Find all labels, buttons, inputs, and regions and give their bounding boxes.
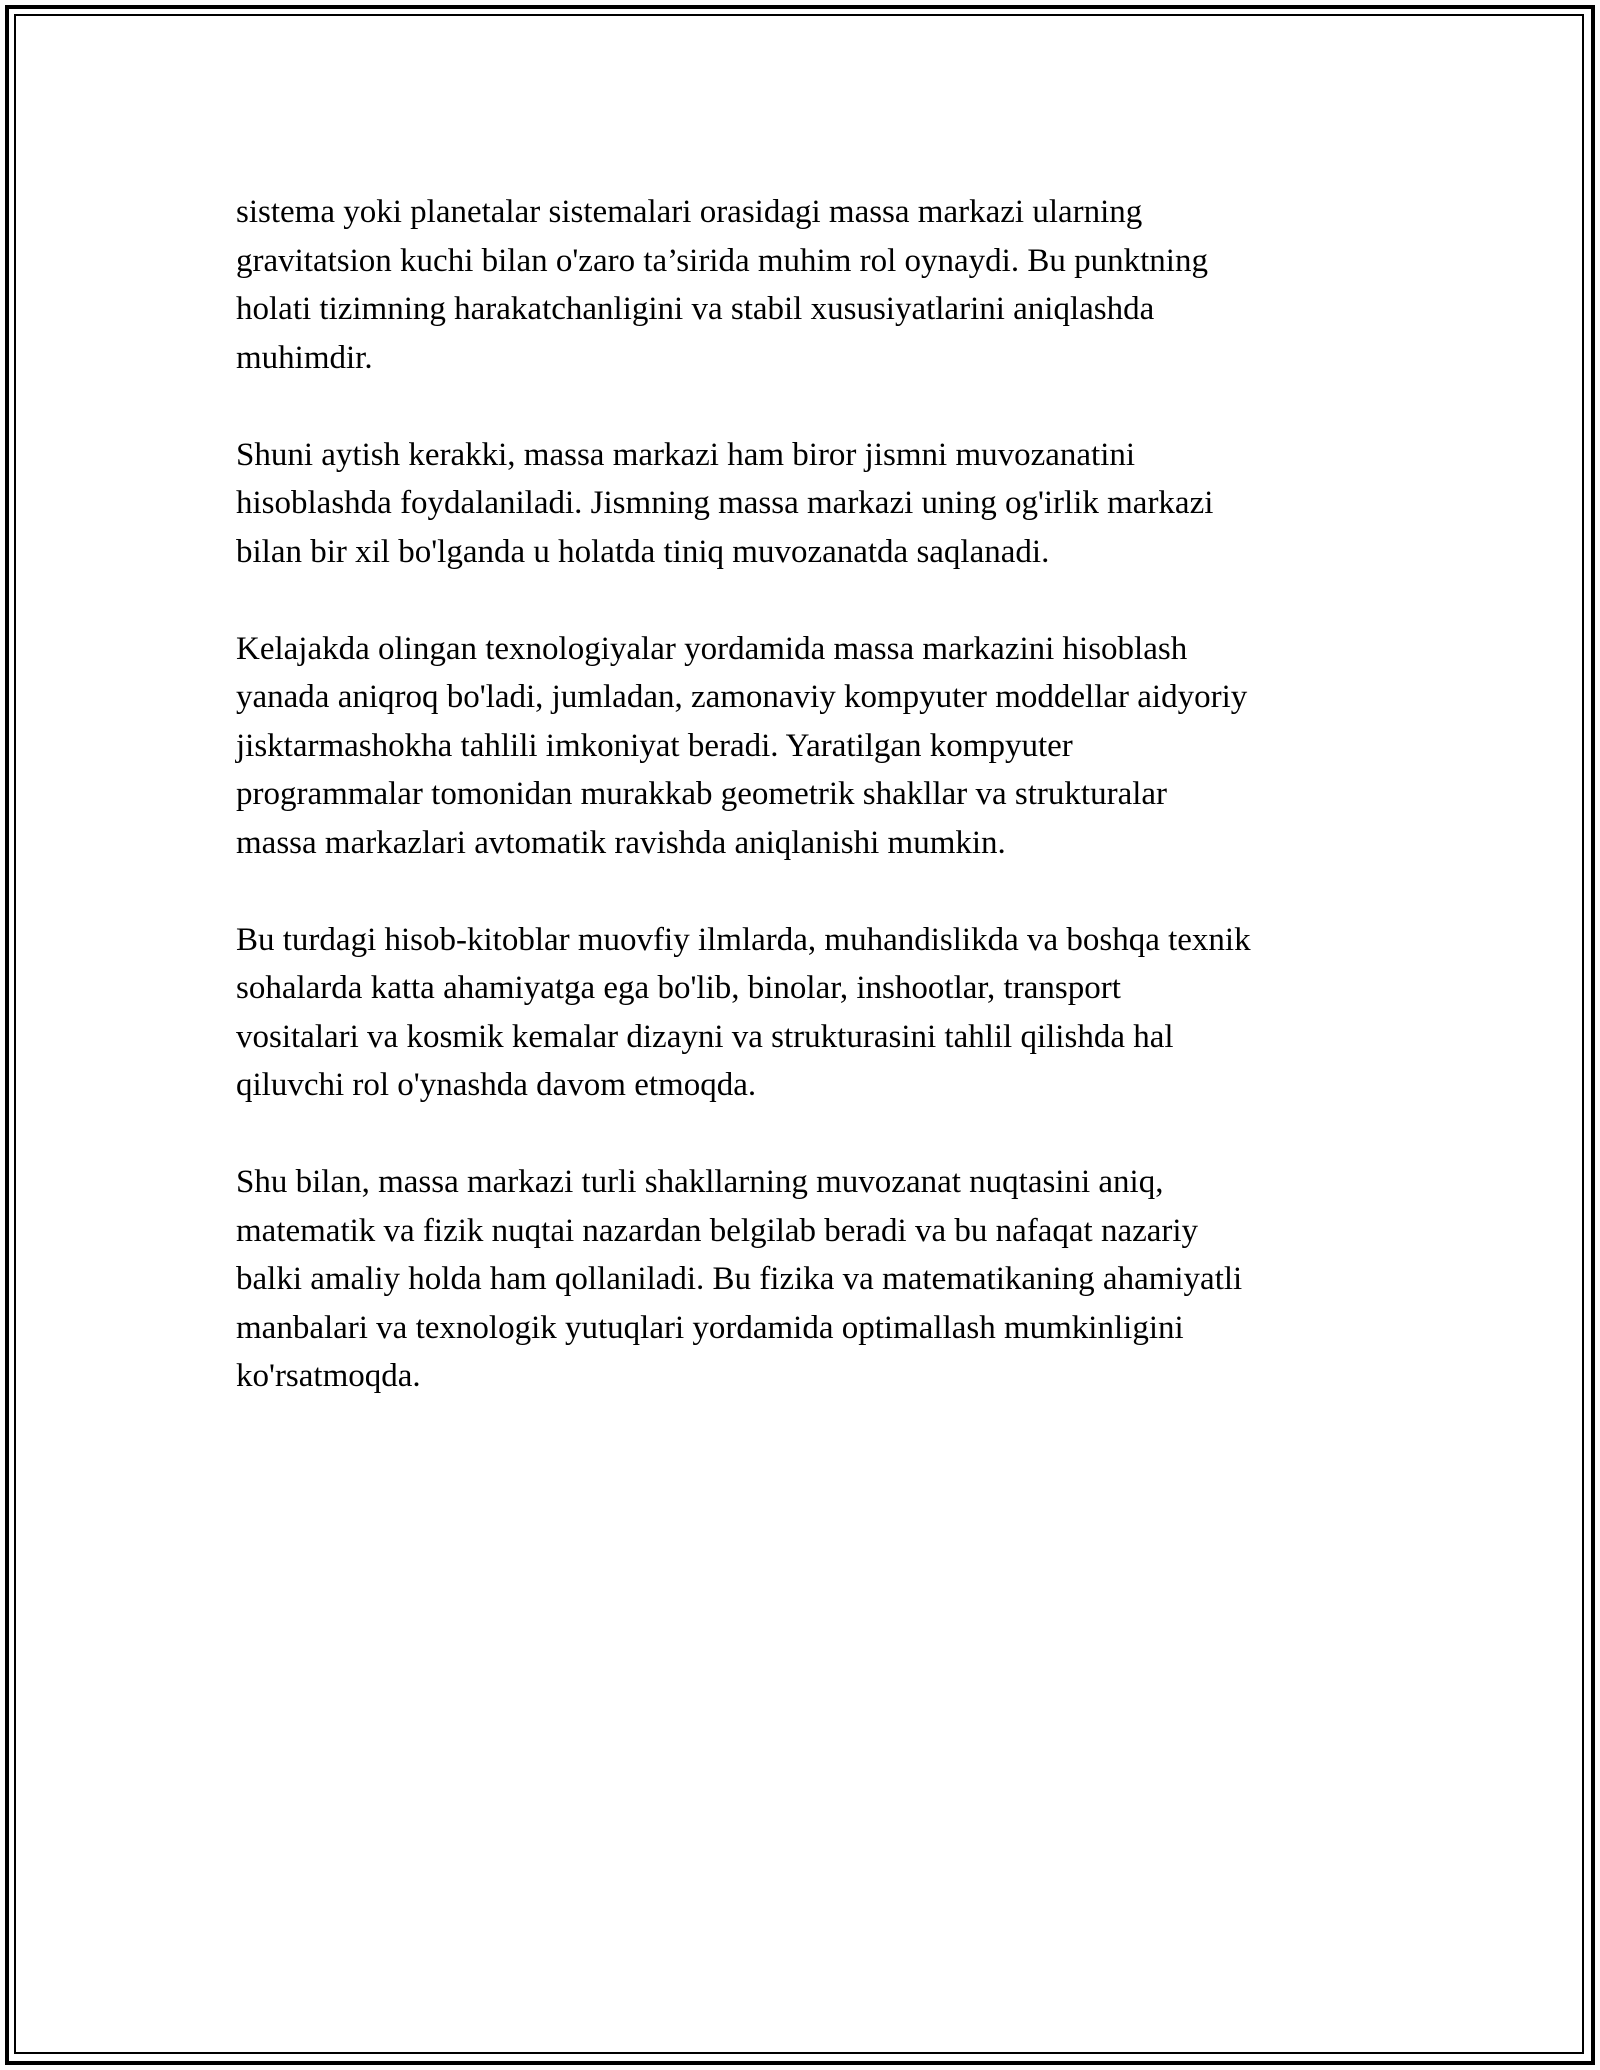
- text-line: hisoblashda foydalaniladi. Jismning massa markazi uning og'irlik markazi: [236, 485, 1214, 521]
- text-line: sohalarda katta ahamiyatga ega bo'lib, binolar, inshootlar, transport: [236, 970, 1121, 1006]
- text-line: sistema yoki planetalar sistemalari orasidagi massa markazi ularning: [236, 194, 1143, 230]
- text-line: bilan bir xil bo'lganda u holatda tiniq muvozanatda saqlanadi.: [236, 533, 1050, 570]
- text-line: manbalari va texnologik yutuqlari yordamida optimallash mumkinligini: [236, 1309, 1184, 1346]
- text-line: qiluvchi rol o'ynashda davom etmoqda.: [236, 1067, 757, 1103]
- text-line: gravitatsion kuchi bilan o'zaro ta’sirida muhim rol oynaydi. Bu punktning: [236, 242, 1208, 279]
- text-line: matematik va fizik nuqtai nazardan belgilab beradi va bu nafaqat nazariy: [236, 1212, 1199, 1249]
- paragraph-1: [236, 188, 1376, 382]
- text-line: Bu turdagi hisob-kitoblar muovfiy ilmlarda, muhandislikda va boshqa texnik: [236, 921, 1251, 958]
- text-line: Shu bilan, massa markazi turli shakllarning muvozanat nuqtasini aniq,: [236, 1164, 1164, 1200]
- paragraph-2: [236, 431, 1376, 577]
- paragraph-3: [236, 625, 1376, 868]
- paragraph-5: [236, 1158, 1376, 1401]
- text-line: jisktarmashokha tahlili imkoniyat beradi. Yaratilgan kompyuter: [236, 727, 1073, 764]
- text-line: programmalar tomonidan murakkab geometrik shakllar va strukturalar: [236, 776, 1168, 812]
- text-line: muhimdir.: [236, 339, 373, 376]
- text-line: balki amaliy holda ham qollaniladi. Bu fizika va matematikaning ahamiyatli: [236, 1261, 1243, 1297]
- document-body: [236, 188, 1376, 1449]
- text-line: yanada aniqroq bo'ladi, jumladan, zamonaviy kompyuter moddellar aidyoriy: [236, 679, 1248, 715]
- text-line: Shuni aytish kerakki, massa markazi ham biror jismni muvozanatini: [236, 436, 1136, 473]
- text-line: massa markazlari avtomatik ravishda aniqlanishi mumkin.: [236, 824, 1006, 861]
- text-line: holati tizimning harakatchanligini va stabil xususiyatlarini aniqlashda: [236, 291, 1155, 327]
- paragraph-4: [236, 916, 1376, 1110]
- text-line: ko'rsatmoqda.: [236, 1358, 421, 1394]
- text-line: vositalari va kosmik kemalar dizayni va strukturasini tahlil qilishda hal: [236, 1018, 1174, 1055]
- text-line: Kelajakda olingan texnologiyalar yordamida massa markazini hisoblash: [236, 630, 1188, 667]
